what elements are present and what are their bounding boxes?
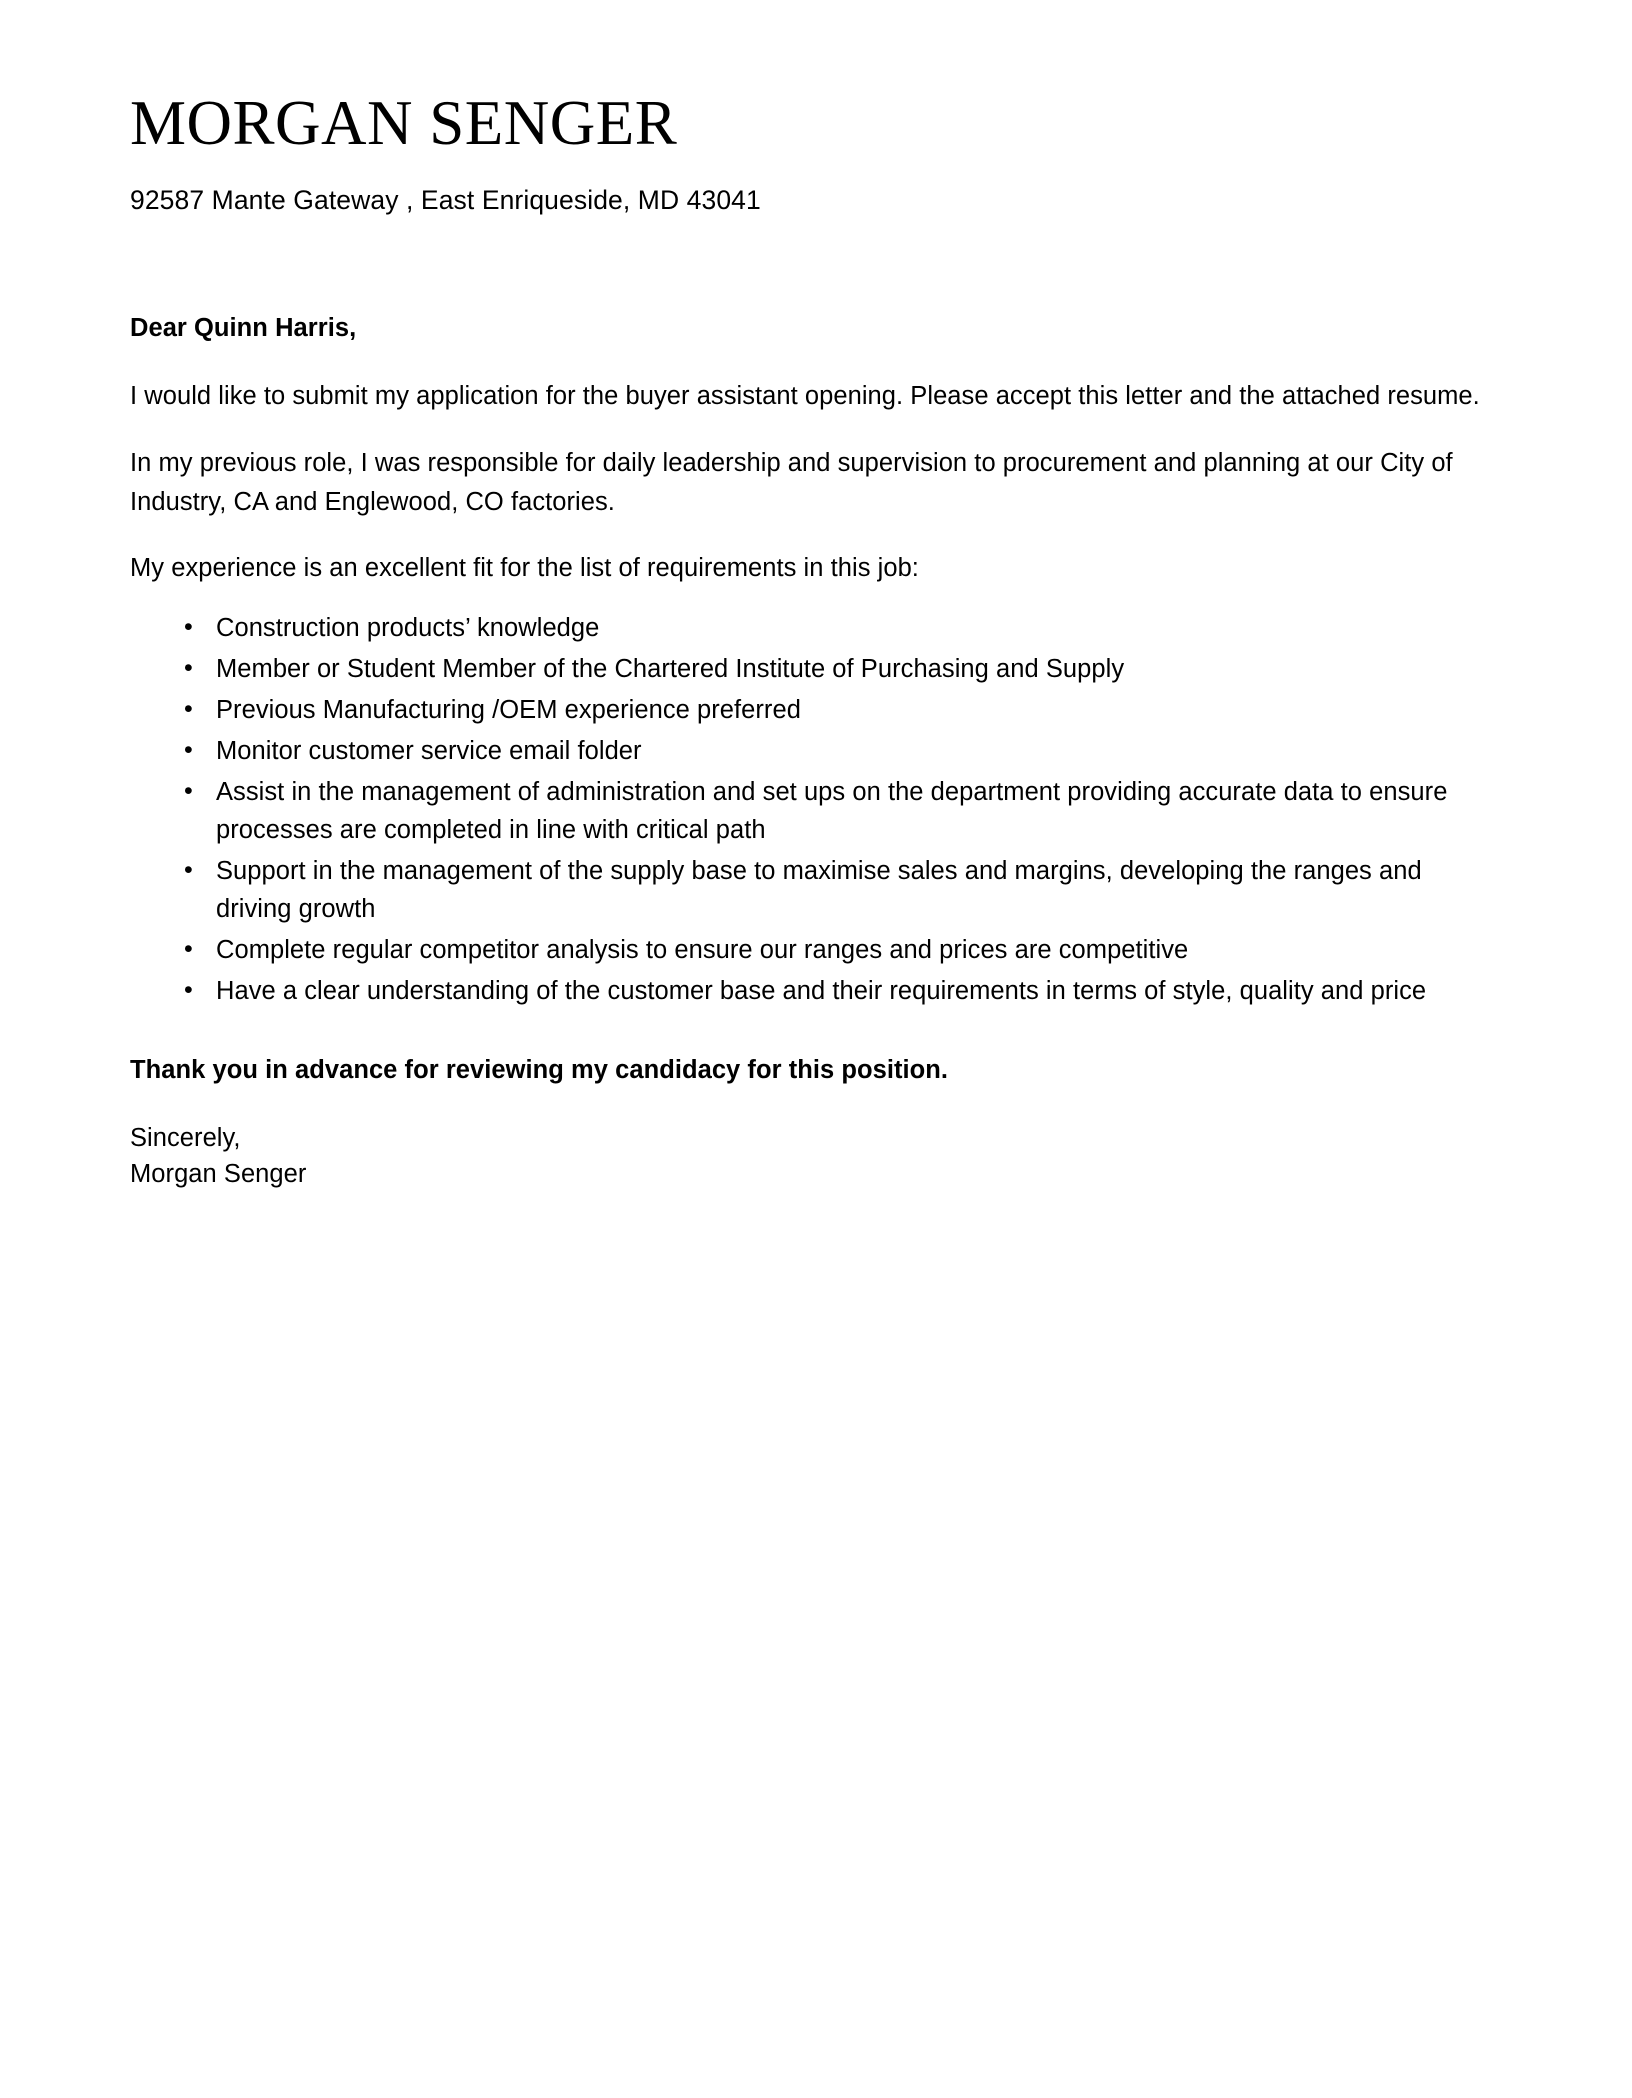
- list-item: • Member or Student Member of the Chartered Institute of Purchasing and Supply: [182, 651, 1504, 689]
- sender-address: 92587 Mante Gateway , East Enriqueside, MD 43041: [130, 184, 761, 215]
- list-item: • Assist in the management of administration and set ups on the department providing accurate data to ensure processes are completed in line with critical path: [182, 774, 1504, 850]
- list-item: • Construction products’ knowledge: [182, 610, 1504, 648]
- list-item: • Complete regular competitor analysis to ensure our ranges and prices are competitive: [182, 932, 1504, 970]
- sender-name: MORGAN SENGER: [130, 88, 678, 158]
- salutation: Dear Quinn Harris,: [130, 313, 357, 342]
- sign-off: Sincerely,: [130, 1124, 241, 1153]
- signature-block: [130, 1121, 1504, 1192]
- closing-thanks: Thank you in advance for reviewing my candidacy for this position.: [130, 1056, 949, 1085]
- signature-name: Morgan Senger: [130, 1160, 307, 1188]
- requirements-intro: My experience is an excellent fit for the list of requirements in this job:: [130, 554, 919, 583]
- list-item: • Previous Manufacturing /OEM experience preferred: [182, 692, 1504, 730]
- list-item: • Monitor customer service email folder: [182, 733, 1504, 771]
- letter-body: [130, 309, 1504, 1193]
- letter-header: [130, 88, 1504, 219]
- paragraph-intro: I would like to submit my application for the buyer assistant opening. Please accept this letter and the attached resume.: [130, 382, 1480, 411]
- list-item: • Support in the management of the supply base to maximise sales and margins, developing the ranges and driving growth: [182, 853, 1504, 929]
- paragraph-experience: In my previous role, I was responsible for daily leadership and supervision to procurement and planning at our City of Industry, CA and Englewood, CO factories.: [130, 448, 1453, 516]
- requirements-list: [130, 610, 1504, 1011]
- list-item: • Have a clear understanding of the customer base and their requirements in terms of style, quality and price: [182, 973, 1504, 1011]
